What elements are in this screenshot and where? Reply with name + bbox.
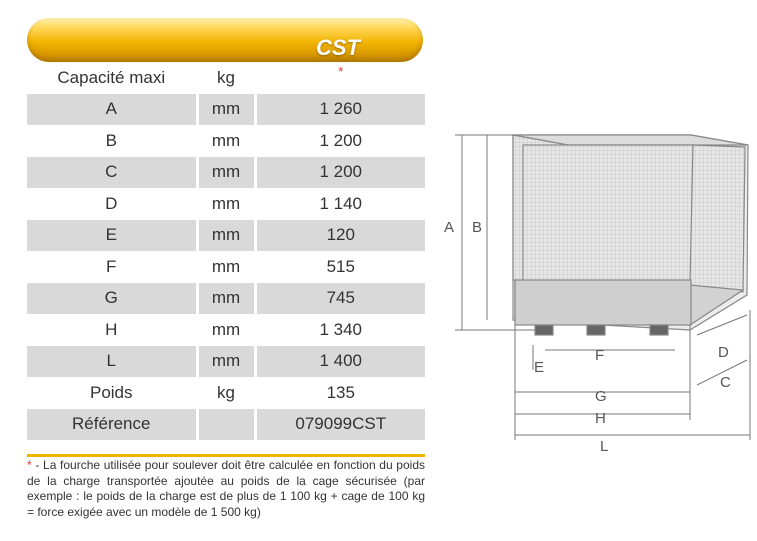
table-cell-value: 515 — [326, 256, 355, 276]
table-cell-value: 135 — [326, 382, 355, 402]
table-header-row — [27, 62, 425, 94]
table-row — [27, 125, 425, 157]
table-cell-unit: kg — [197, 62, 255, 94]
cage-body — [513, 135, 748, 335]
table-cell-unit: mm — [197, 157, 255, 189]
table-cell-label: Capacité maxi — [27, 62, 197, 94]
table-cell-label: F — [27, 251, 197, 283]
table-row — [27, 251, 425, 283]
table-cell-value: 745 — [255, 283, 425, 315]
table-cell-unit: kg — [197, 377, 255, 409]
table-row — [27, 283, 425, 315]
footnote-text: - La fourche utilisée pour soulever doit être calculée en fonction du poids de la charge transportée ajoutée au poids de la cage sécurisée (par exemple : le poids de la charge est de plus de 1 100 kg + cage de 100 kg = force exigée avec un modèle de 1 500 kg) — [27, 458, 425, 519]
table-cell-unit: mm — [197, 188, 255, 220]
table-cell-label: L — [27, 346, 197, 378]
footnote — [27, 458, 425, 520]
table-cell-label: G — [27, 283, 197, 315]
table-cell-label: C — [27, 157, 197, 189]
table-row — [27, 220, 425, 252]
label-c: C — [720, 374, 731, 391]
product-title: CST — [316, 35, 360, 60]
table-row — [27, 346, 425, 378]
table-cell-unit — [197, 409, 255, 441]
table-cell-value: 1 140 — [319, 193, 363, 213]
header-banner — [27, 18, 423, 62]
table-cell-label: B — [27, 125, 197, 157]
table-cell-unit: mm — [197, 283, 255, 315]
table-cell-label: H — [27, 314, 197, 346]
table-row — [27, 157, 425, 189]
table-cell-label: D — [27, 188, 197, 220]
label-b: B — [472, 219, 483, 236]
label-h: H — [595, 410, 606, 427]
label-f: F — [595, 347, 605, 364]
table-cell-value: 1 400 — [255, 346, 425, 378]
asterisk-marker: * — [338, 63, 344, 79]
label-a: A — [444, 219, 455, 236]
table-cell-unit: mm — [197, 251, 255, 283]
table-cell-value: 1 200 — [255, 157, 425, 189]
table-cell-label: Poids — [27, 377, 197, 409]
table-cell-label: E — [27, 220, 197, 252]
footnote-marker: * — [27, 458, 32, 472]
table-cell-value — [255, 62, 425, 94]
table-cell-unit: mm — [197, 346, 255, 378]
table-row — [27, 409, 425, 441]
table-cell-unit: mm — [197, 125, 255, 157]
label-g: G — [595, 388, 607, 405]
table-cell-unit: mm — [197, 220, 255, 252]
table-row — [27, 188, 425, 220]
table-bottom-rule — [27, 454, 425, 457]
cage-dimension-drawing — [435, 110, 757, 460]
table-cell-label: A — [27, 94, 197, 126]
label-l: L — [600, 438, 609, 455]
table-cell-value: 1 340 — [319, 319, 363, 339]
table-cell-label: Référence — [27, 409, 197, 441]
table-row — [27, 314, 425, 346]
table-cell-value: 120 — [255, 220, 425, 252]
table-cell-value: 079099CST — [255, 409, 425, 441]
table-cell-unit: mm — [197, 314, 255, 346]
table-row — [27, 94, 425, 126]
spec-table — [27, 62, 425, 440]
table-cell-unit: mm — [197, 94, 255, 126]
table-row — [27, 377, 425, 409]
label-e: E — [534, 359, 545, 376]
table-cell-value: 1 200 — [319, 130, 363, 150]
table-cell-value: 1 260 — [255, 94, 425, 126]
label-d: D — [718, 344, 729, 361]
